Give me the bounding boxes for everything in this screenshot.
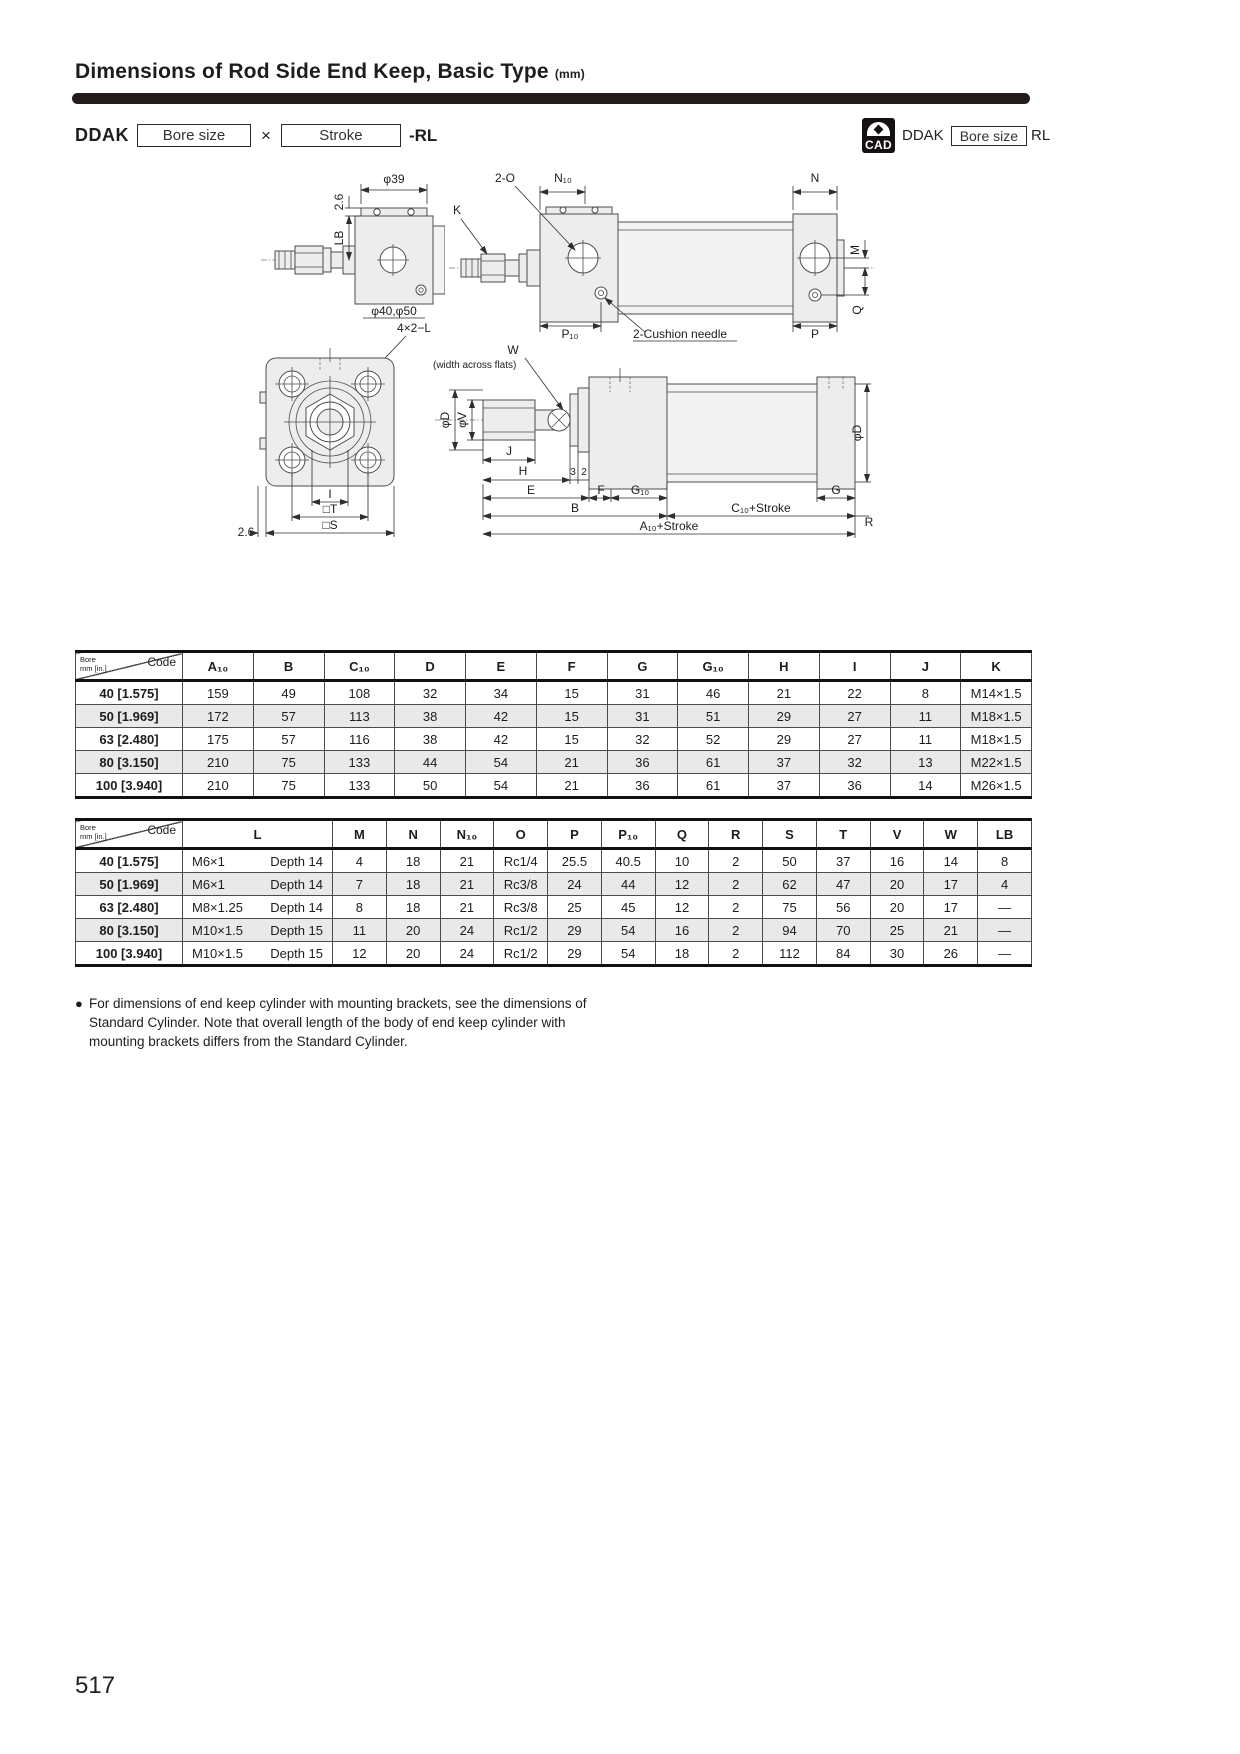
value-cell: 42	[466, 728, 537, 751]
corner-bore-label: Bore	[80, 655, 96, 664]
corner-code-label: Code	[147, 823, 176, 837]
value-cell: 25.5	[548, 849, 602, 873]
value-cell: Rc3/8	[494, 896, 548, 919]
drawing-rod-side-end-view	[243, 168, 445, 320]
column-header: N₁₀	[440, 820, 494, 849]
value-cell: 21	[536, 774, 607, 798]
dim-a10-stroke: A₁₀+Stroke	[639, 519, 699, 533]
table-row	[76, 849, 1032, 873]
column-header: W	[924, 820, 978, 849]
value-cell: M22×1.5	[961, 751, 1032, 774]
value-cell: 27	[819, 705, 890, 728]
dim-n: N	[810, 171, 820, 185]
table-row	[76, 942, 1032, 966]
value-cell: 22	[819, 681, 890, 705]
column-header: C₁₀	[324, 652, 395, 681]
value-cell: 210	[183, 774, 254, 798]
value-cell: 61	[678, 751, 749, 774]
value-cell: 172	[183, 705, 254, 728]
value-cell: 54	[601, 919, 655, 942]
table-row	[76, 681, 1032, 705]
value-cell: 108	[324, 681, 395, 705]
value-cell: 15	[536, 681, 607, 705]
value-cell: 159	[183, 681, 254, 705]
value-cell: 2	[709, 896, 763, 919]
value-cell: 75	[763, 896, 817, 919]
drawing-side-view	[435, 162, 880, 344]
dim-3: 3	[570, 467, 576, 478]
value-cell: 210	[183, 751, 254, 774]
value-cell: 40.5	[601, 849, 655, 873]
dim-r: R	[864, 515, 874, 529]
value-cell: 12	[333, 942, 387, 966]
value-cell: 75	[253, 774, 324, 798]
dim-m: M	[848, 245, 862, 255]
column-header: LB	[978, 820, 1032, 849]
value-cell: Rc3/8	[494, 873, 548, 896]
bore-size-cell: 80 [3.150]	[76, 751, 183, 774]
dim-c10-stroke: C₁₀+Stroke	[731, 501, 791, 515]
value-cell: 175	[183, 728, 254, 751]
column-header: E	[466, 652, 537, 681]
value-cell: 30	[870, 942, 924, 966]
value-cell: 11	[333, 919, 387, 942]
table-row	[76, 873, 1032, 896]
value-cell: 2	[709, 942, 763, 966]
value-cell: 21	[440, 849, 494, 873]
value-cell: 29	[749, 728, 820, 751]
column-header: B	[253, 652, 324, 681]
value-cell: 37	[749, 774, 820, 798]
thread-depth-cell: M8×1.25 Depth 14	[183, 896, 333, 919]
dim-phi-v: φV	[455, 412, 469, 428]
value-cell: 12	[655, 873, 709, 896]
table-row	[76, 896, 1032, 919]
value-cell: 8	[978, 849, 1032, 873]
value-cell: 26	[924, 942, 978, 966]
value-cell: 36	[819, 774, 890, 798]
value-cell: 29	[749, 705, 820, 728]
value-cell: 17	[924, 873, 978, 896]
bore-size-cell: 100 [3.940]	[76, 942, 183, 966]
corner-code-label: Code	[147, 655, 176, 669]
value-cell: 20	[386, 942, 440, 966]
dim-square-t: □T	[322, 502, 338, 516]
page-number: 517	[75, 1672, 116, 1699]
value-cell: 15	[536, 728, 607, 751]
drawing-section-view	[425, 342, 880, 550]
dim-2: 2	[581, 467, 587, 478]
multiply-sign: ×	[261, 125, 271, 145]
value-cell: 45	[601, 896, 655, 919]
column-header: P₁₀	[601, 820, 655, 849]
dim-i: I	[328, 487, 332, 501]
label-2-o: 2-O	[494, 171, 516, 185]
value-cell: 56	[816, 896, 870, 919]
value-cell: 11	[890, 705, 961, 728]
dim-2-6: 2.6	[332, 193, 346, 211]
value-cell: 18	[386, 873, 440, 896]
value-cell: 54	[466, 751, 537, 774]
column-header: O	[494, 820, 548, 849]
value-cell: 20	[870, 873, 924, 896]
page-title	[75, 60, 585, 84]
value-cell: 57	[253, 705, 324, 728]
value-cell: 50	[763, 849, 817, 873]
bore-size-cell: 63 [2.480]	[76, 896, 183, 919]
dim-phi-d-right: φD	[850, 424, 864, 442]
value-cell: 25	[548, 896, 602, 919]
dim-lb: LB	[332, 230, 346, 246]
table-row	[76, 919, 1032, 942]
value-cell: 31	[607, 705, 678, 728]
dim-b: B	[570, 501, 580, 515]
column-header: A₁₀	[183, 652, 254, 681]
value-cell: 32	[819, 751, 890, 774]
value-cell: 112	[763, 942, 817, 966]
dim-q: Q	[850, 305, 864, 315]
model-designation	[75, 124, 437, 147]
value-cell: 42	[466, 705, 537, 728]
value-cell: 25	[870, 919, 924, 942]
dim-p10: P₁₀	[561, 327, 579, 341]
value-cell: 47	[816, 873, 870, 896]
value-cell: 2	[709, 873, 763, 896]
value-cell: 50	[395, 774, 466, 798]
value-cell: 24	[548, 873, 602, 896]
bore-size-cell: 50 [1.969]	[76, 705, 183, 728]
thread-depth-cell: M6×1 Depth 14	[183, 849, 333, 873]
value-cell: 54	[466, 774, 537, 798]
column-header: G	[607, 652, 678, 681]
value-cell: Rc1/4	[494, 849, 548, 873]
bore-size-cell: 50 [1.969]	[76, 873, 183, 896]
value-cell: M18×1.5	[961, 728, 1032, 751]
cad-icon-dome	[867, 122, 890, 136]
dim-phi-d: φD	[438, 411, 452, 429]
table-row	[76, 751, 1032, 774]
corner-header-cell	[76, 652, 183, 681]
corner-mm-label: mm [in.]	[80, 664, 107, 673]
value-cell: 62	[763, 873, 817, 896]
dim-phi40-phi50: φ40,φ50	[371, 304, 417, 318]
bore-size-cell: 63 [2.480]	[76, 728, 183, 751]
value-cell: 32	[607, 728, 678, 751]
column-header: I	[819, 652, 890, 681]
bullet-icon: ●	[75, 996, 83, 1011]
dim-w: W	[507, 343, 519, 357]
value-cell: M14×1.5	[961, 681, 1032, 705]
model-suffix: -RL	[408, 125, 438, 145]
dim-w-note: (width across flats)	[433, 360, 517, 371]
value-cell: 13	[890, 751, 961, 774]
cad-icon[interactable]	[862, 118, 895, 153]
table-row	[76, 705, 1032, 728]
value-cell: 31	[607, 681, 678, 705]
value-cell: 21	[536, 751, 607, 774]
value-cell: 29	[548, 942, 602, 966]
value-cell: 16	[870, 849, 924, 873]
value-cell: 16	[655, 919, 709, 942]
column-header: K	[961, 652, 1032, 681]
dim-e: E	[526, 483, 536, 497]
label-4x2-l: 4×2−L	[396, 321, 432, 335]
value-cell: 84	[816, 942, 870, 966]
footnote-text: For dimensions of end keep cylinder with mounting brackets, see the dimensions of Standard Cylinder. Note that overall length of the body of end keep cylinder with mounting brackets differs from the Standard Cylinder.	[89, 996, 587, 1049]
thread-depth-cell: M10×1.5 Depth 15	[183, 919, 333, 942]
value-cell: 7	[333, 873, 387, 896]
value-cell: 10	[655, 849, 709, 873]
table-row	[76, 774, 1032, 798]
bore-size-cell: 100 [3.940]	[76, 774, 183, 798]
value-cell: 27	[819, 728, 890, 751]
cad-icon-label: CAD	[865, 138, 892, 152]
thread-depth-cell: M6×1 Depth 14	[183, 873, 333, 896]
value-cell: 18	[386, 849, 440, 873]
value-cell: 18	[655, 942, 709, 966]
value-cell: Rc1/2	[494, 919, 548, 942]
value-cell: 70	[816, 919, 870, 942]
value-cell: 94	[763, 919, 817, 942]
column-header: J	[890, 652, 961, 681]
value-cell: 34	[466, 681, 537, 705]
dim-j: J	[506, 444, 512, 458]
cad-badge[interactable]	[862, 118, 1050, 153]
value-cell: 2	[709, 849, 763, 873]
cad-model-suffix: RL	[1031, 127, 1051, 144]
value-cell: 21	[440, 896, 494, 919]
dimension-table-2	[75, 818, 1032, 967]
table-row	[76, 728, 1032, 751]
model-prefix: DDAK	[75, 125, 129, 145]
value-cell: 12	[655, 896, 709, 919]
bore-size-cell: 40 [1.575]	[76, 849, 183, 873]
bore-size-cell: 80 [3.150]	[76, 919, 183, 942]
value-cell: 54	[601, 942, 655, 966]
label-cushion-needle: 2-Cushion needle	[633, 327, 728, 341]
value-cell: 116	[324, 728, 395, 751]
value-cell: 4	[978, 873, 1032, 896]
value-cell: 37	[816, 849, 870, 873]
value-cell: —	[978, 896, 1032, 919]
value-cell: 57	[253, 728, 324, 751]
value-cell: 36	[607, 751, 678, 774]
column-header: L	[183, 820, 333, 849]
value-cell: 133	[324, 774, 395, 798]
value-cell: 24	[440, 919, 494, 942]
value-cell: 113	[324, 705, 395, 728]
label-k: K	[452, 203, 462, 217]
value-cell: 29	[548, 919, 602, 942]
dim-g: G	[831, 483, 841, 497]
dim-square-s: □S	[322, 518, 338, 532]
value-cell: 11	[890, 728, 961, 751]
unit-label: (mm)	[554, 67, 585, 81]
value-cell: 14	[924, 849, 978, 873]
value-cell: 44	[395, 751, 466, 774]
value-cell: 38	[395, 728, 466, 751]
dimension-table-1	[75, 650, 1032, 799]
column-header: R	[709, 820, 763, 849]
value-cell: 32	[395, 681, 466, 705]
dim-p: P	[810, 327, 820, 341]
stroke-box: Stroke	[281, 124, 401, 147]
value-cell: —	[978, 942, 1032, 966]
value-cell: 8	[333, 896, 387, 919]
value-cell: 46	[678, 681, 749, 705]
column-header: H	[749, 652, 820, 681]
page-title-text: Dimensions of Rod Side End Keep, Basic Type	[75, 60, 549, 83]
title-underline-bar	[72, 93, 1030, 104]
value-cell: 14	[890, 774, 961, 798]
column-header: Q	[655, 820, 709, 849]
value-cell: M18×1.5	[961, 705, 1032, 728]
value-cell: 15	[536, 705, 607, 728]
column-header: V	[870, 820, 924, 849]
value-cell: 44	[601, 873, 655, 896]
bore-size-cell: 40 [1.575]	[76, 681, 183, 705]
column-header: S	[763, 820, 817, 849]
bore-size-box: Bore size	[137, 124, 251, 147]
value-cell: 4	[333, 849, 387, 873]
value-cell: 8	[890, 681, 961, 705]
corner-header-cell	[76, 820, 183, 849]
value-cell: 52	[678, 728, 749, 751]
value-cell: 20	[870, 896, 924, 919]
value-cell: 49	[253, 681, 324, 705]
column-header: N	[386, 820, 440, 849]
column-header: M	[333, 820, 387, 849]
cad-bore-size-box: Bore size	[951, 126, 1027, 146]
value-cell: 17	[924, 896, 978, 919]
value-cell: 75	[253, 751, 324, 774]
value-cell: 21	[924, 919, 978, 942]
column-header: P	[548, 820, 602, 849]
dim-h: H	[518, 464, 528, 478]
value-cell: 36	[607, 774, 678, 798]
dim-phi39: φ39	[383, 172, 405, 186]
cad-model-code: DDAK	[902, 127, 944, 144]
corner-bore-label: Bore	[80, 823, 96, 832]
value-cell: 2	[709, 919, 763, 942]
column-header: F	[536, 652, 607, 681]
value-cell: 18	[386, 896, 440, 919]
column-header: D	[395, 652, 466, 681]
value-cell: 24	[440, 942, 494, 966]
footnote	[75, 995, 603, 1052]
value-cell: 20	[386, 919, 440, 942]
value-cell: 37	[749, 751, 820, 774]
value-cell: —	[978, 919, 1032, 942]
value-cell: 133	[324, 751, 395, 774]
value-cell: 38	[395, 705, 466, 728]
column-header: G₁₀	[678, 652, 749, 681]
corner-mm-label: mm [in.]	[80, 832, 107, 841]
value-cell: M26×1.5	[961, 774, 1032, 798]
value-cell: 21	[749, 681, 820, 705]
dim-n10: N₁₀	[554, 171, 572, 185]
dim-g10: G₁₀	[630, 483, 650, 497]
dim-f: F	[597, 483, 605, 497]
thread-depth-cell: M10×1.5 Depth 15	[183, 942, 333, 966]
value-cell: 61	[678, 774, 749, 798]
value-cell: Rc1/2	[494, 942, 548, 966]
value-cell: 21	[440, 873, 494, 896]
value-cell: 51	[678, 705, 749, 728]
dim-2-6-front: 2.6	[237, 525, 255, 539]
column-header: T	[816, 820, 870, 849]
